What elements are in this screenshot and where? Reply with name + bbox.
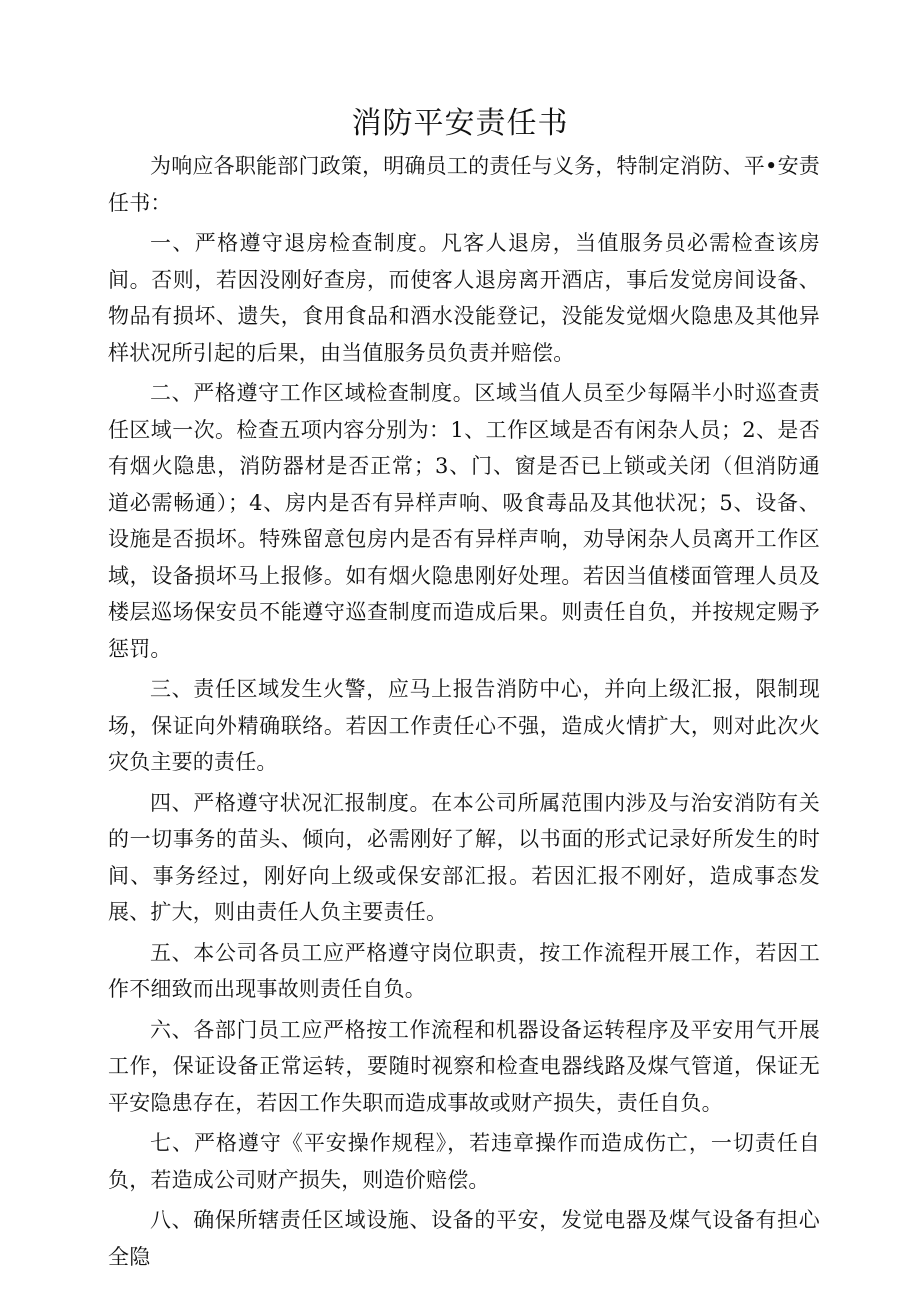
intro-paragraph: 为响应各职能部门政策，明确员工的责任与义务，特制定消防、平•安责任书： xyxy=(108,154,820,215)
clause-7-paragraph: 七、严格遵守《平安操作规程》，若违章操作而造成伤亡，一切责任自负，若造成公司财产损失，则造价赔偿。 xyxy=(108,1131,820,1192)
clause-8-paragraph: 八、确保所辖责任区域设施、设备的平安，发觉电器及煤气设备有担心全隐 xyxy=(108,1208,820,1269)
clause-3-paragraph: 三、责任区域发生火警，应马上报告消防中心，并向上级汇报，限制现场，保证向外精确联络。若因工作责任心不强，造成火情扩大，则对此次火灾负主要的责任。 xyxy=(108,677,820,774)
clause-4-paragraph: 四、严格遵守状况汇报制度。在本公司所属范围内涉及与治安消防有关的一切事务的苗头、倾向，必需刚好了解，以书面的形式记录好所发生的时间、事务经过，刚好向上级或保安部汇报。若因汇报不刚好，造成事态发展、扩大，则由责任人负主要责任。 xyxy=(108,790,820,924)
clause-2-paragraph: 二、严格遵守工作区域检查制度。区域当值人员至少每隔半小时巡查责任区域一次。检查五项内容分别为：1、工作区域是否有闲杂人员；2、是否有烟火隐患，消防器材是否正常；3、门、窗是否已上锁或关闭（但消防通道必需畅通）；4、房内是否有异样声响、吸食毒品及其他状况；5、设备、设施是否损坏。特殊留意包房内是否有异样声响，劝导闲杂人员离开工作区域，设备损坏马上报修。如有烟火隐患刚好处理。若因当值楼面管理人员及楼层巡场保安员不能遵守巡查制度而造成后果。则责任自负，并按规定赐予惩罚。 xyxy=(108,381,820,661)
clause-1-paragraph: 一、严格遵守退房检查制度。凡客人退房，当值服务员必需检查该房间。否则，若因没刚好查房，而使客人退房离开酒店，事后发觉房间设备、物品有损坏、遗失，食用食品和酒水没能登记，没能发觉烟火隐患及其他异样状况所引起的后果，由当值服务员负责并赔偿。 xyxy=(108,231,820,365)
clause-6-paragraph: 六、各部门员工应严格按工作流程和机器设备运转程序及平安用气开展工作，保证设备正常运转，要随时视察和检查电器线路及煤气管道，保证无平安隐患存在，若因工作失职而造成事故或财产损失，责任自负。 xyxy=(108,1017,820,1115)
clause-5-paragraph: 五、本公司各员工应严格遵守岗位职责，按工作流程开展工作，若因工作不细致而出现事故则责任自负。 xyxy=(108,940,820,1001)
document-title: 消防平安责任书 xyxy=(351,106,569,141)
document-body xyxy=(108,148,820,1279)
